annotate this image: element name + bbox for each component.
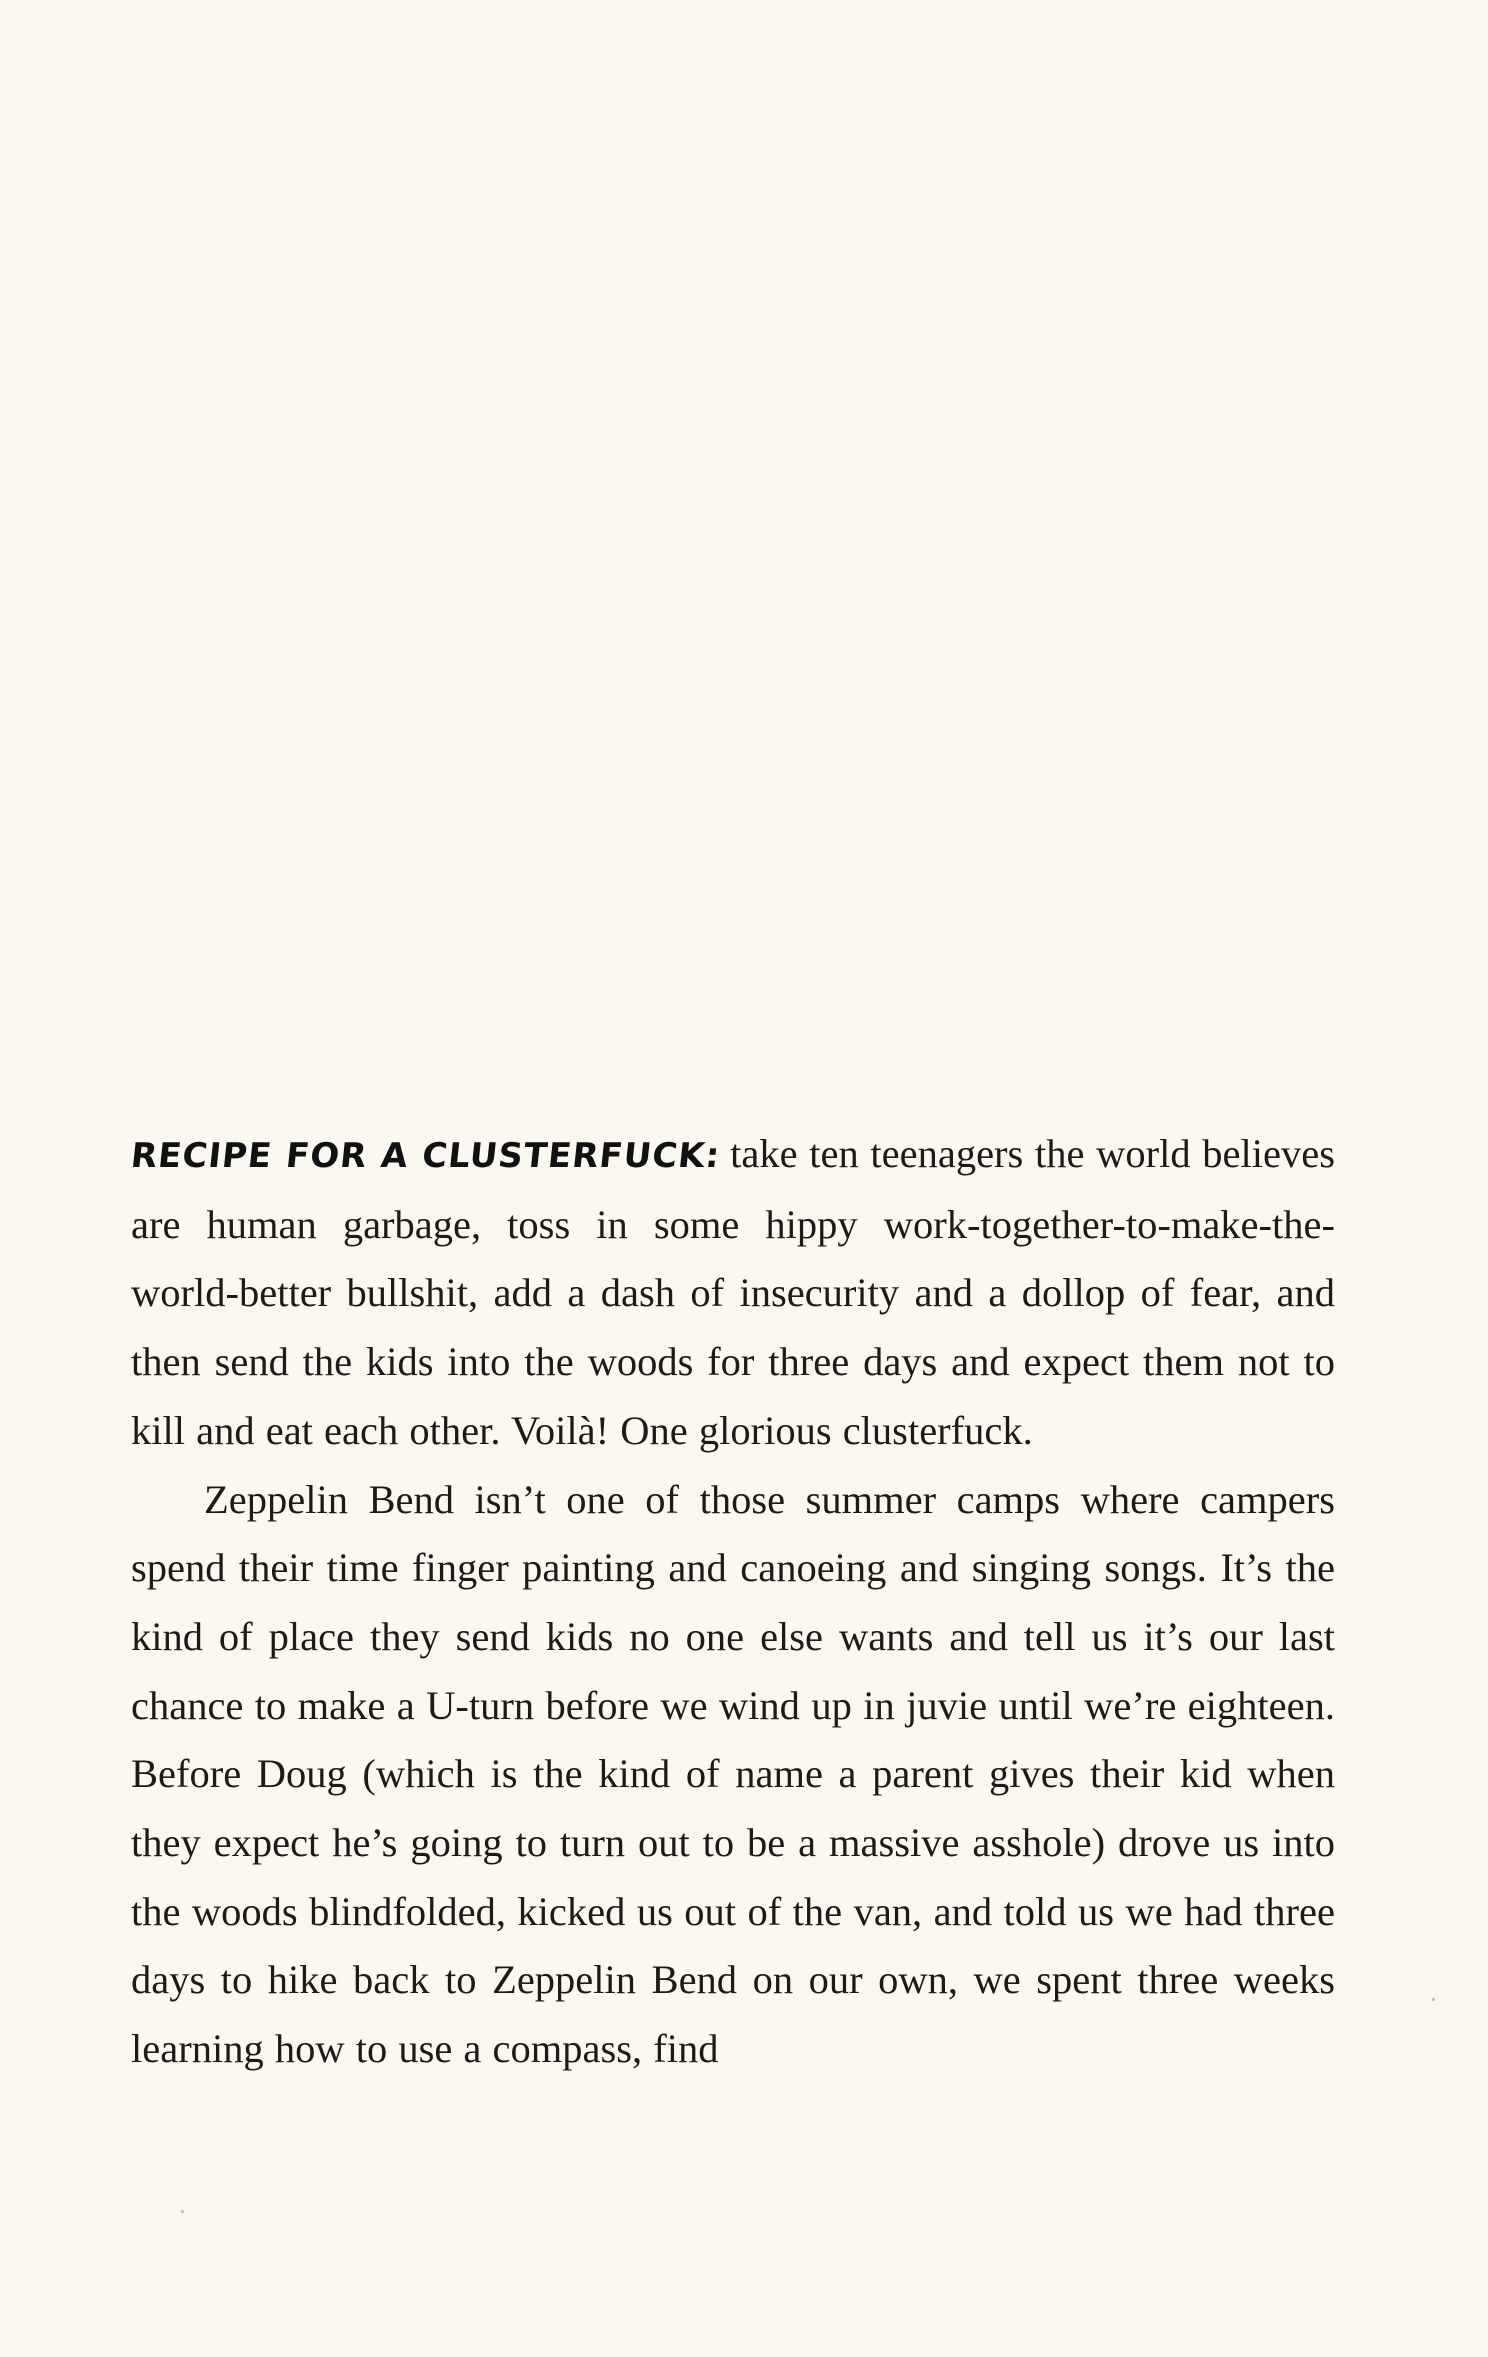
body-text xyxy=(128,1120,1335,2084)
paragraph-1-text: take ten teenagers the world believes are human garbage, toss in some hippy work-together-to-make-the-world-better bullshit, add a dash of insecurity and a dollop of fear, and then send the kids into the woods for three days and expect them not to kill and eat each other. Voilà! One glorious clusterfuck. xyxy=(131,1131,1335,1453)
paragraph-2: Zeppelin Bend isn’t one of those summer camps where campers spend their time finger painting and canoeing and singing songs. It’s the kind of place they send kids no one else wants and tell us it’s our last chance to make a U-turn before we wind up in juvie until we’re eighteen. Before Doug (which is the kind of name a parent gives their kid when they expect he’s going to turn out to be a massive asshole) drove us into the woods blindfolded, kicked us out of the van, and told us we had three days to hike back to Zeppelin Bend on our own, we spent three weeks learning how to use a compass, find xyxy=(131,1476,1335,2072)
paragraph-1 xyxy=(128,1120,1335,1466)
paper-speck xyxy=(1432,1998,1435,2001)
lead-in-heading: RECIPE FOR A CLUSTERFUCK: xyxy=(128,1136,723,1176)
paper-speck xyxy=(181,2210,184,2213)
